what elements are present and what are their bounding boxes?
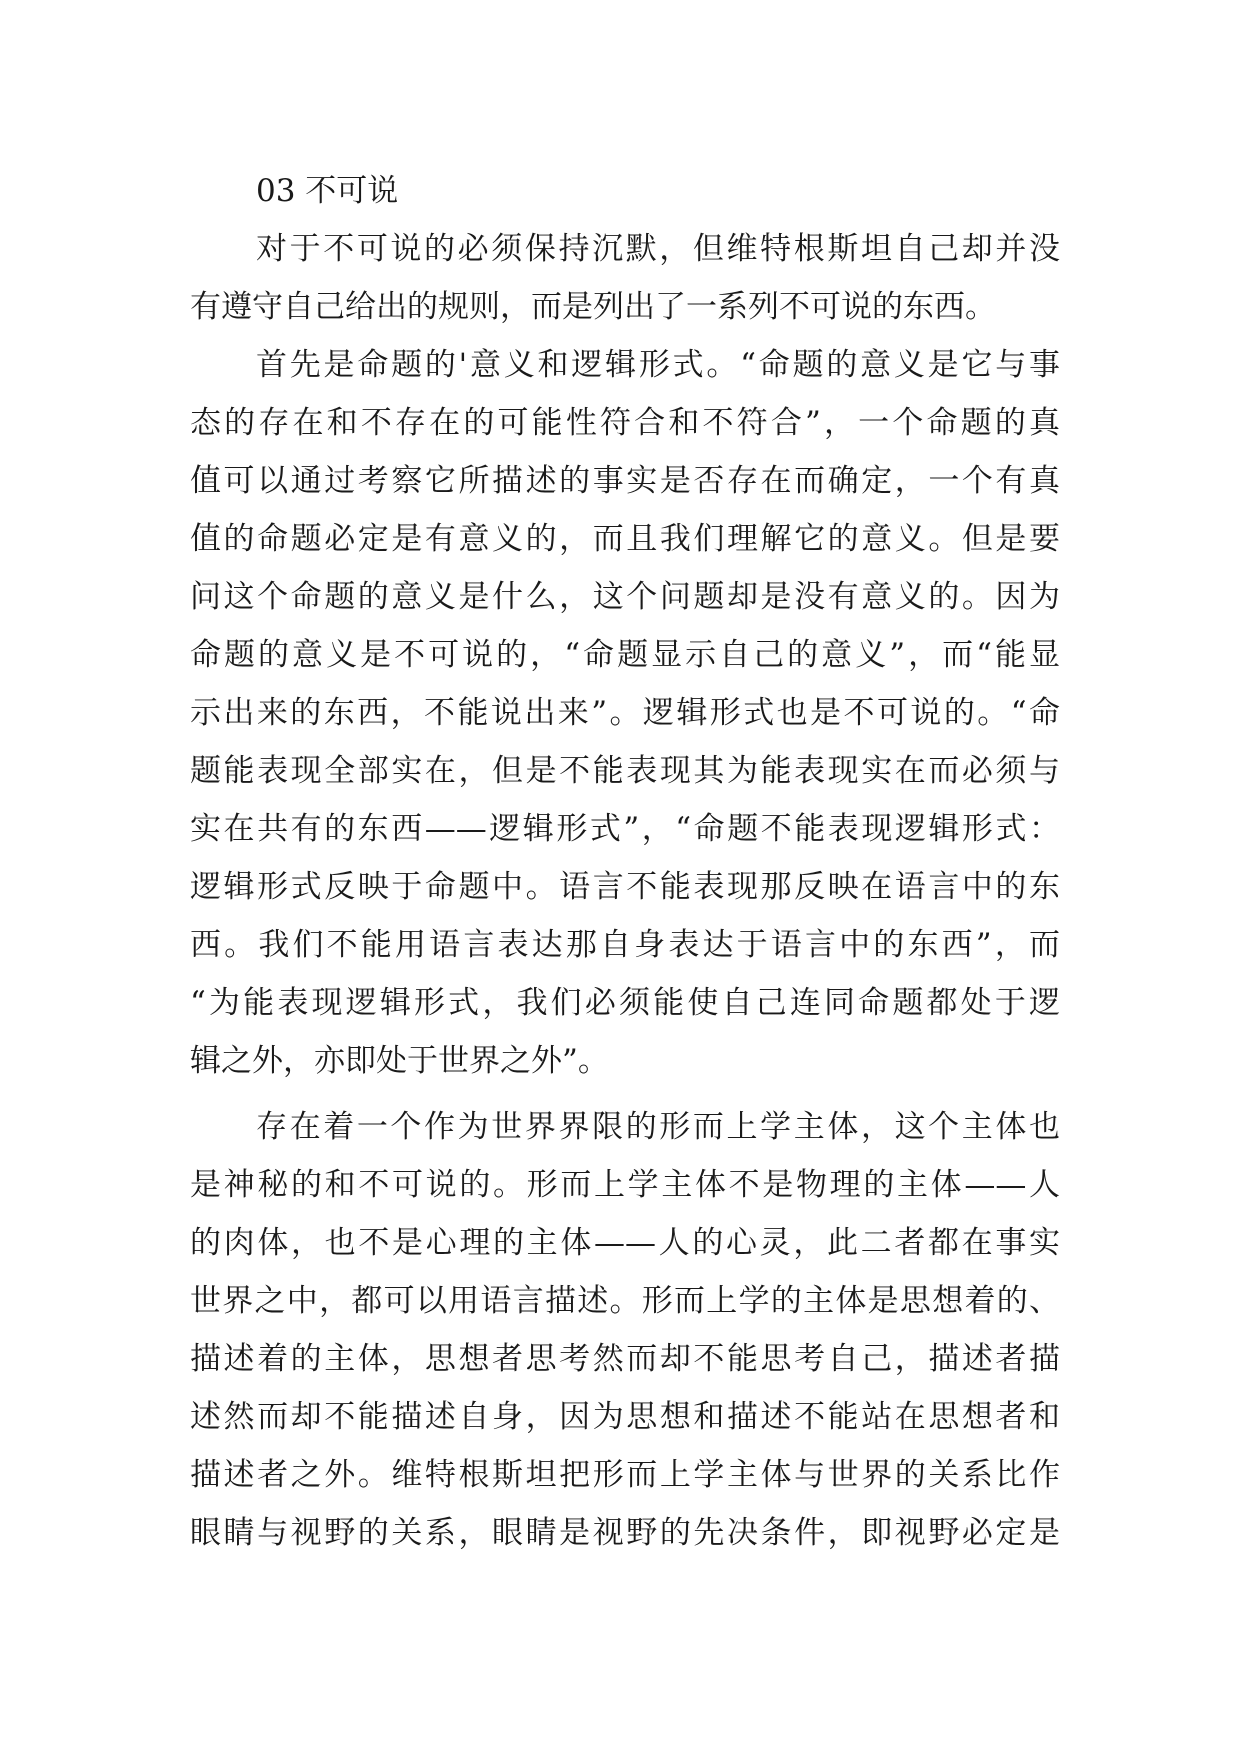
paragraph-line: 题能表现全部实在，但是不能表现其为能表现实在而必须与 <box>190 753 1060 789</box>
paragraph-line: 描述着的主体，思想者思考然而却不能思考自己，描述者描 <box>190 1341 1060 1377</box>
paragraph-line: 西。我们不能用语言表达那自身表达于语言中的东西”，而 <box>190 927 1060 963</box>
paragraph-2 <box>190 336 1060 1090</box>
paragraph-line: 态的存在和不存在的可能性符合和不符合”，一个命题的真 <box>190 405 1060 441</box>
paragraph-line: 示出来的东西，不能说出来”。逻辑形式也是不可说的。“命 <box>190 695 1060 731</box>
paragraph-line: 述然而却不能描述自身，因为思想和描述不能站在思想者和 <box>190 1399 1060 1435</box>
paragraph-line: 命题的意义是不可说的，“命题显示自己的意义”，而“能显 <box>190 637 1060 673</box>
paragraph-line: 辑之外，亦即处于世界之外”。 <box>190 1043 609 1079</box>
paragraph-line: 世界之中，都可以用语言描述。形而上学的主体是思想着的、 <box>190 1283 1060 1319</box>
paragraph-line: 有遵守自己给出的规则，而是列出了一系列不可说的东西。 <box>190 289 996 325</box>
paragraph-line: 眼睛与视野的关系，眼睛是视野的先决条件，即视野必定是 <box>190 1515 1060 1551</box>
section-heading: 03 不可说 <box>256 173 399 209</box>
paragraph-line: 逻辑形式反映于命题中。语言不能表现那反映在语言中的东 <box>190 869 1060 905</box>
paragraph-line: 值的命题必定是有意义的，而且我们理解它的意义。但是要 <box>190 521 1060 557</box>
paragraph-line: 值可以通过考察它所描述的事实是否存在而确定，一个有真 <box>190 463 1060 499</box>
paragraph-line: 实在共有的东西——逻辑形式”，“命题不能表现逻辑形式： <box>190 811 1060 847</box>
paragraph-line: 描述者之外。维特根斯坦把形而上学主体与世界的关系比作 <box>190 1457 1060 1493</box>
paragraph-line: 问这个命题的意义是什么，这个问题却是没有意义的。因为 <box>190 579 1060 615</box>
paragraph-3 <box>190 1098 1060 1562</box>
paragraph-line: 存在着一个作为世界界限的形而上学主体，这个主体也 <box>256 1109 1060 1145</box>
paragraph-line: 是神秘的和不可说的。形而上学主体不是物理的主体——人 <box>190 1167 1060 1203</box>
paragraph-spacer <box>190 1090 1060 1098</box>
paragraph-line: 首先是命题的'意义和逻辑形式。“命题的意义是它与事 <box>256 347 1060 383</box>
paragraph-line: 对于不可说的必须保持沉默，但维特根斯坦自己却并没 <box>256 231 1060 267</box>
paragraph-line: “为能表现逻辑形式，我们必须能使自己连同命题都处于逻 <box>190 985 1060 1021</box>
paragraph-1 <box>190 220 1060 336</box>
paragraph-line: 的肉体，也不是心理的主体——人的心灵，此二者都在事实 <box>190 1225 1060 1261</box>
document-body <box>190 162 1060 1562</box>
